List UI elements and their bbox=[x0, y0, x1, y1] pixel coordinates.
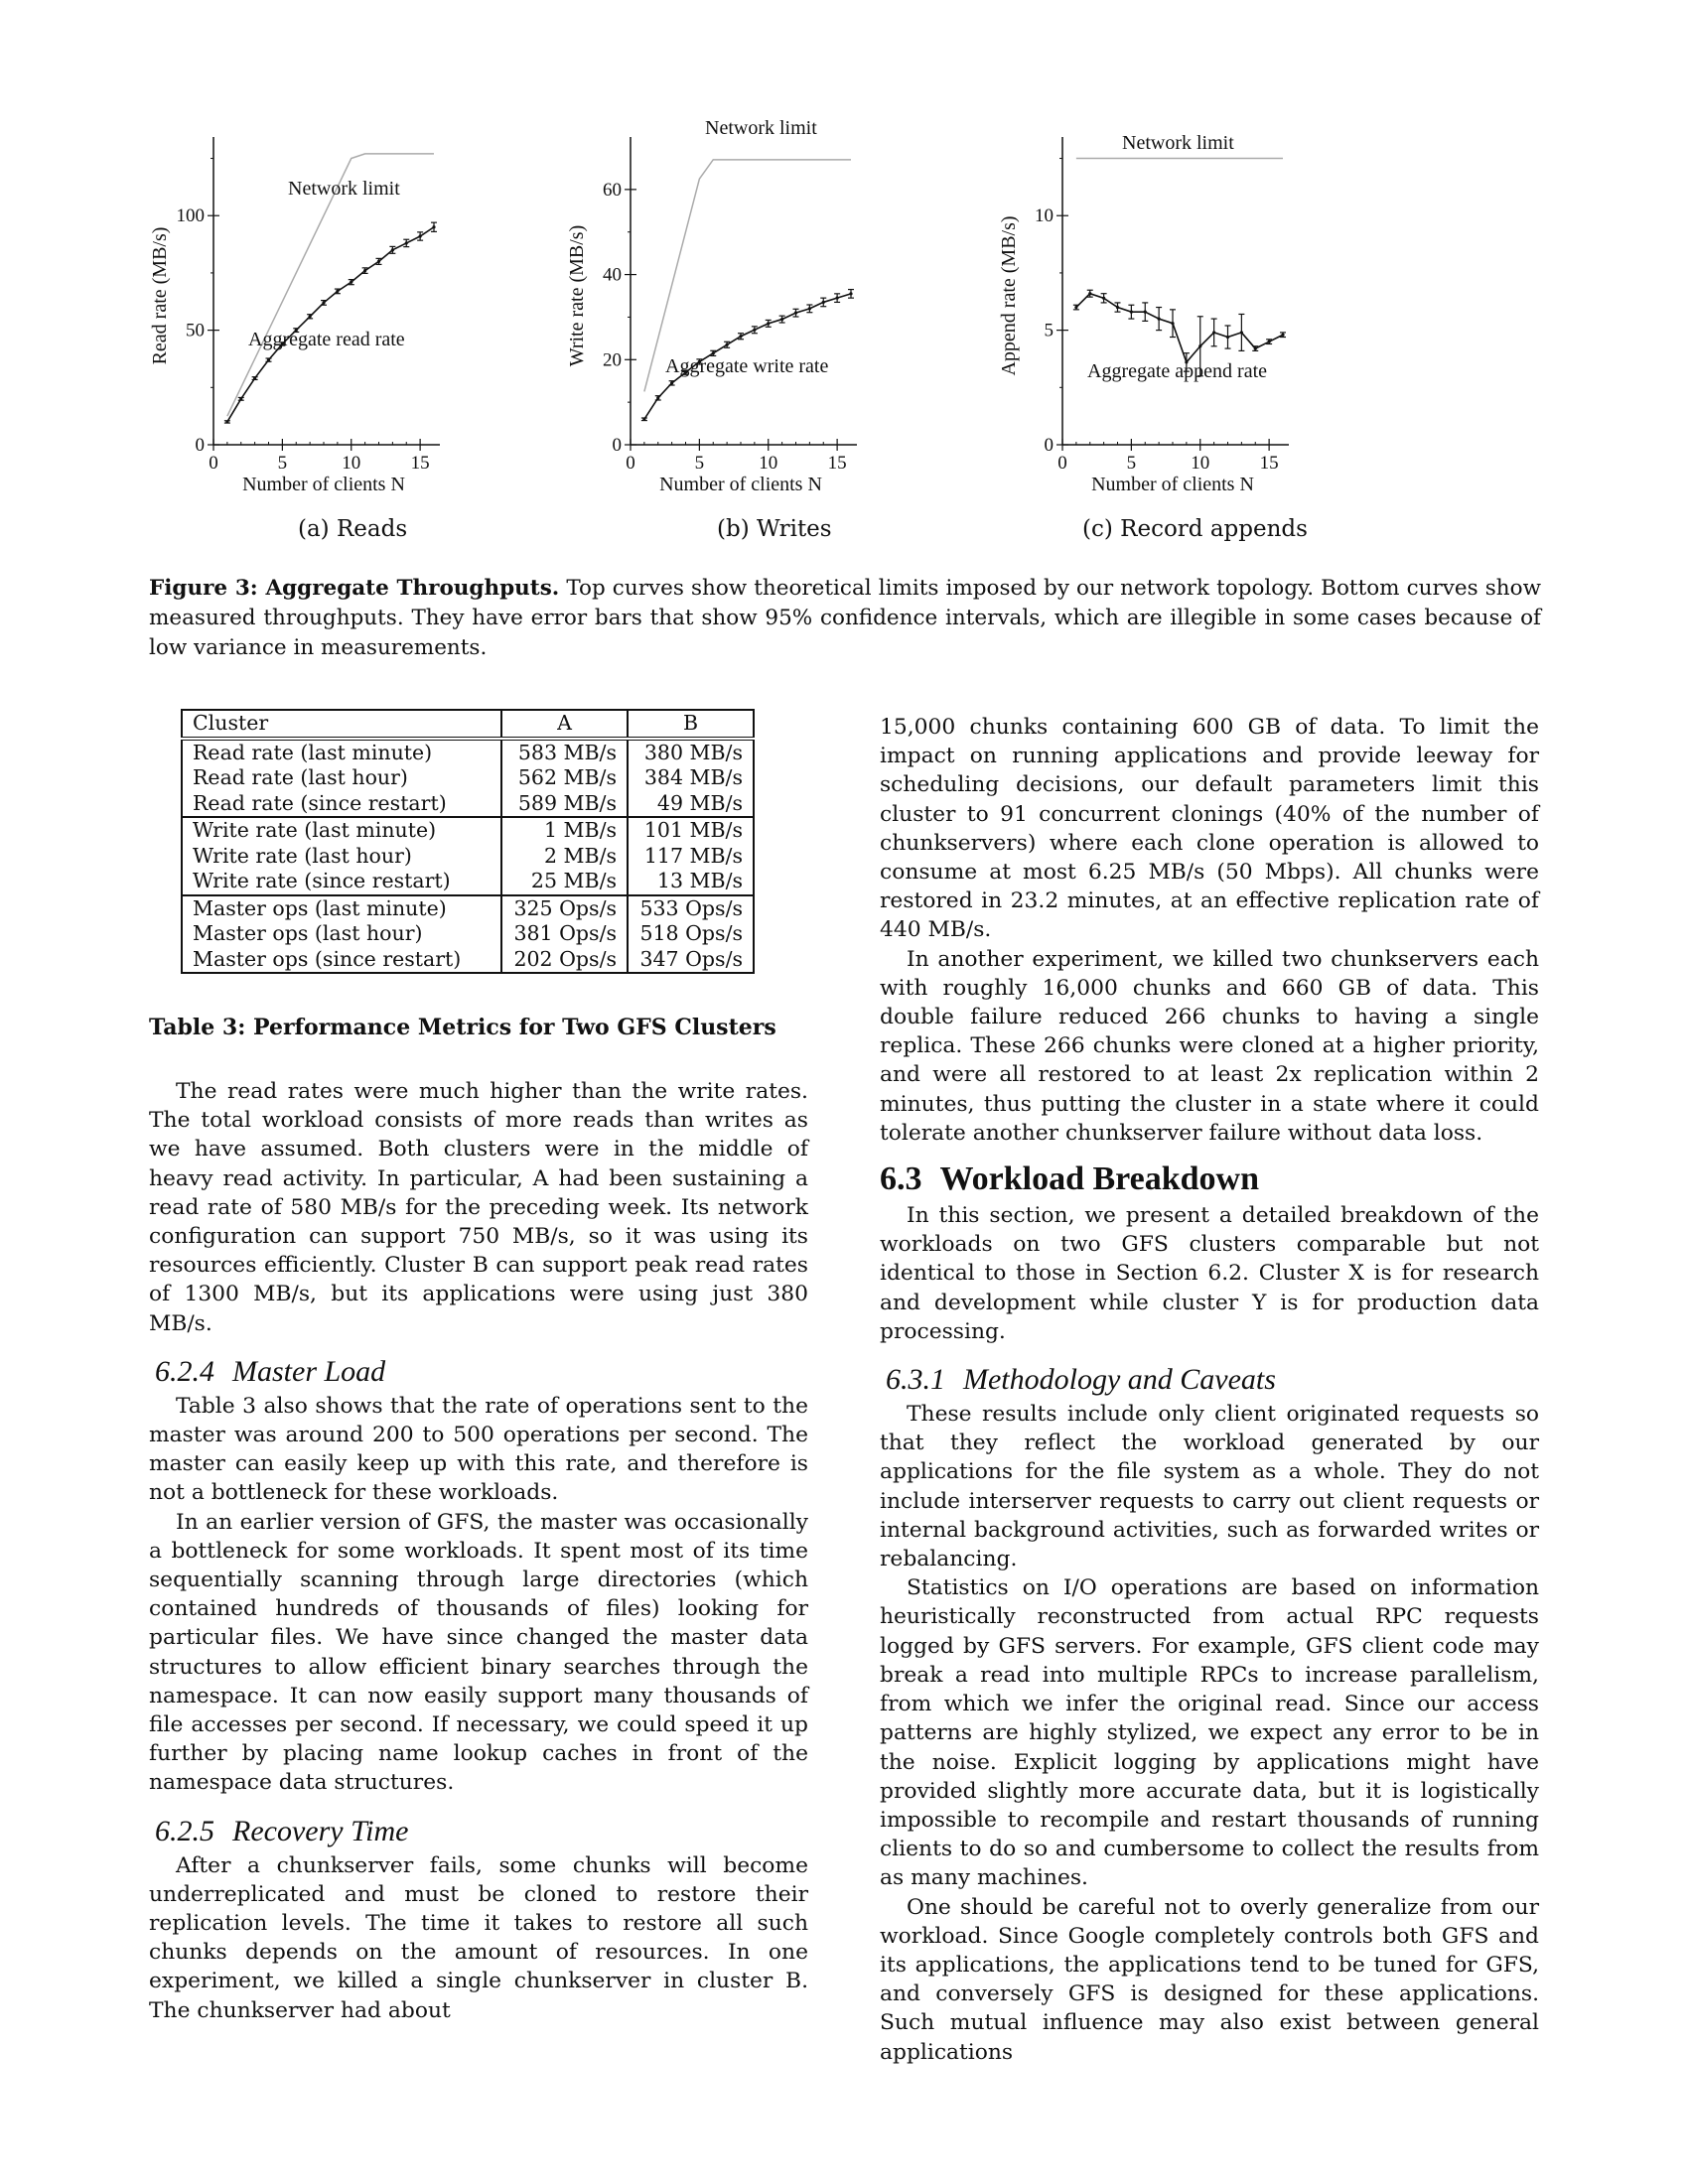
x-axis-label: Number of clients N bbox=[242, 474, 405, 495]
data-point bbox=[391, 248, 394, 251]
y-tick-label: 10 bbox=[1035, 205, 1054, 227]
data-point bbox=[712, 351, 715, 354]
y-tick-label: 0 bbox=[1044, 435, 1054, 456]
data-point bbox=[1144, 311, 1147, 314]
y-tick-label: 20 bbox=[603, 349, 622, 371]
x-tick-label: 0 bbox=[626, 453, 635, 474]
data-point bbox=[642, 418, 645, 421]
table-cell-cluster-a: 562 MB/s bbox=[501, 765, 628, 791]
table-cell-cluster-a: 1 MB/s bbox=[501, 817, 628, 844]
data-point bbox=[1198, 344, 1201, 347]
table-cell-cluster-b: 518 Ops/s bbox=[628, 921, 754, 947]
table-row bbox=[182, 791, 754, 818]
right-column bbox=[880, 713, 1539, 2067]
table-cell-cluster-a: 325 Ops/s bbox=[501, 895, 628, 922]
data-point bbox=[1088, 292, 1091, 295]
table-header-row bbox=[182, 710, 754, 739]
x-tick-label: 10 bbox=[342, 453, 361, 474]
paragraph: Statistics on I/O operations are based on information heuristically reconstructed from actual RPC requests logged by GFS servers. For example, GFS client code may break a read into multiple RPCs to increase parallelism, from which we infer the original read. Since our access patterns are highly stylized, we expect any error to be in the noise. Explicit logging by applications might have provided slightly more accurate data, but it is logistically impossible to recompile and restart thousands of running clients to do so and cumbersome to collect the results from as many machines. bbox=[880, 1575, 1539, 1891]
table-cell-metric: Read rate (since restart) bbox=[182, 791, 501, 818]
writes-chart bbox=[556, 117, 953, 506]
data-point bbox=[363, 269, 366, 272]
data-point bbox=[1240, 331, 1243, 334]
data-point bbox=[267, 358, 270, 361]
x-axis-label: Number of clients N bbox=[1091, 474, 1254, 495]
subcaption-writes: (b) Writes bbox=[717, 516, 832, 542]
x-axis-label: Number of clients N bbox=[659, 474, 822, 495]
y-axis-label: Read rate (MB/s) bbox=[149, 226, 171, 365]
subcaption-reads: (a) Reads bbox=[298, 516, 408, 542]
table-cell-cluster-a: 202 Ops/s bbox=[501, 947, 628, 974]
section-number: 6.2.4 bbox=[155, 1354, 214, 1388]
data-point bbox=[836, 297, 839, 300]
data-point bbox=[808, 307, 811, 310]
table-cell-cluster-a: 589 MB/s bbox=[501, 791, 628, 818]
header-b: B bbox=[628, 710, 754, 739]
y-tick-label: 0 bbox=[195, 435, 205, 456]
data-point bbox=[767, 322, 770, 325]
paragraph: One should be careful not to overly generalize from our workload. Since Google completely controls both GFS and its applications, the applications tend to be tuned for GFS, and conversely GFS is designed for these applications. Such mutual influence may also exist between general applications bbox=[880, 1894, 1539, 2065]
data-point bbox=[1254, 346, 1257, 349]
table-cell-metric: Read rate (last minute) bbox=[182, 739, 501, 766]
data-point bbox=[1074, 306, 1077, 309]
paragraph: The read rates were much higher than the write rates. The total workload consists of more reads than writes as we have assumed. Both clusters were in the middle of heavy read activity. In particular, A had been sustaining a read rate of 580 MB/s for the preceding week. Its network configuration can support 750 MB/s, so it was using its resources efficiently. Cluster B can support peak read rates of 1300 MB/s, but its applications were using just 380 MB/s. bbox=[149, 1079, 808, 1336]
x-tick-label: 10 bbox=[759, 453, 778, 474]
x-tick-label: 5 bbox=[694, 453, 705, 474]
x-tick-label: 5 bbox=[277, 453, 288, 474]
y-tick-label: 50 bbox=[186, 320, 205, 341]
data-point bbox=[739, 335, 742, 338]
network-limit-label: Network limit bbox=[1122, 132, 1234, 154]
appends-chart bbox=[983, 129, 1380, 506]
figure-caption-text: Top curves show theoretical limits imposed by our network topology. Bottom curves show measured throughputs. They have error bars that show 95% confidence intervals, which are illegible in some cases because of low variance in measurements. bbox=[149, 576, 1541, 660]
table-cell-cluster-b: 101 MB/s bbox=[628, 817, 754, 844]
table-cell-metric: Master ops (since restart) bbox=[182, 947, 501, 974]
figure-3 bbox=[0, 0, 1688, 675]
paragraph: In another experiment, we killed two chunkservers each with roughly 16,000 chunks and 660 GB of data. This double failure reduced 266 chunks to having a single replica. These 266 chunks were cloned at a higher priority, and were all restored to at least 2x replication within 2 minutes, thus putting the cluster in a state where it could tolerate another chunkserver failure without data loss. bbox=[880, 946, 1539, 1146]
y-tick-label: 0 bbox=[612, 435, 622, 456]
table-cell-cluster-a: 583 MB/s bbox=[501, 739, 628, 766]
data-point bbox=[239, 397, 242, 400]
section-heading-6-2-4 bbox=[149, 1352, 808, 1392]
network-limit-label: Network limit bbox=[705, 117, 817, 139]
table-cell-cluster-b: 49 MB/s bbox=[628, 791, 754, 818]
measured-series-line bbox=[1076, 294, 1283, 362]
subcaption-appends: (c) Record appends bbox=[1082, 516, 1308, 542]
measured-series-label: Aggregate append rate bbox=[1087, 360, 1268, 382]
header-a: A bbox=[501, 710, 628, 739]
table-row bbox=[182, 869, 754, 895]
section-heading-6-2-5 bbox=[149, 1812, 808, 1851]
y-axis-label: Write rate (MB/s) bbox=[566, 224, 588, 367]
x-tick-label: 15 bbox=[410, 453, 430, 474]
section-number: 6.3.1 bbox=[886, 1363, 945, 1397]
table-cell-metric: Write rate (last minute) bbox=[182, 817, 501, 844]
table-cell-metric: Write rate (since restart) bbox=[182, 869, 501, 895]
section-title: Methodology and Caveats bbox=[963, 1363, 1276, 1397]
table-row bbox=[182, 739, 754, 766]
table-cell-cluster-b: 13 MB/s bbox=[628, 869, 754, 895]
section-heading-6-3 bbox=[880, 1158, 1539, 1201]
data-point bbox=[656, 396, 659, 399]
data-point bbox=[322, 301, 325, 304]
paragraph: In this section, we present a detailed breakdown of the workloads on two GFS clusters comparable but not identical to those in Section 6.2. Cluster X is for research and development while cluster Y is for production data processing. bbox=[880, 1203, 1539, 1344]
table-caption: Table 3: Performance Metrics for Two GFS Clusters bbox=[149, 1015, 776, 1040]
section-number: 6.2.5 bbox=[155, 1814, 214, 1847]
paragraph: After a chunkserver fails, some chunks will become underreplicated and must be cloned to restore their replication levels. The time it takes to restore all such chunks depends on the amount of resources. In one experiment, we killed a single chunkserver in cluster B. The chunkserver had about bbox=[149, 1852, 808, 2023]
table-row bbox=[182, 921, 754, 947]
data-point bbox=[377, 260, 380, 263]
table-row bbox=[182, 844, 754, 870]
data-point bbox=[753, 329, 756, 332]
data-point bbox=[780, 318, 783, 321]
header-cluster: Cluster bbox=[182, 710, 501, 739]
table-cell-cluster-b: 347 Ops/s bbox=[628, 947, 754, 974]
data-point bbox=[849, 292, 852, 295]
data-point bbox=[1130, 311, 1133, 314]
data-point bbox=[1226, 336, 1229, 339]
performance-table bbox=[181, 709, 755, 974]
section-title: Master Load bbox=[232, 1354, 386, 1388]
section-title: Workload Breakdown bbox=[939, 1160, 1260, 1198]
table-cell-cluster-b: 380 MB/s bbox=[628, 739, 754, 766]
y-tick-label: 100 bbox=[176, 205, 205, 227]
data-point bbox=[405, 241, 408, 244]
table-cell-cluster-a: 25 MB/s bbox=[501, 869, 628, 895]
data-point bbox=[1116, 306, 1119, 309]
data-point bbox=[350, 281, 352, 284]
paragraph: Table 3 also shows that the rate of operations sent to the master was around 200 to 500 operations per second. The master can easily keep up with this rate, and therefore is not a bottleneck for these workloads. bbox=[149, 1393, 808, 1506]
table-cell-cluster-a: 2 MB/s bbox=[501, 844, 628, 870]
y-tick-label: 60 bbox=[603, 179, 622, 201]
data-point bbox=[432, 225, 435, 228]
x-tick-label: 5 bbox=[1126, 453, 1137, 474]
table-row bbox=[182, 765, 754, 791]
table-cell-metric: Master ops (last hour) bbox=[182, 921, 501, 947]
data-point bbox=[1212, 331, 1215, 334]
figure-caption bbox=[149, 574, 1541, 663]
figure-caption-label: Figure 3: Aggregate Throughputs. bbox=[149, 576, 560, 601]
data-point bbox=[1268, 341, 1271, 343]
data-point bbox=[726, 343, 729, 346]
data-point bbox=[419, 234, 422, 237]
data-point bbox=[253, 376, 256, 379]
table-row bbox=[182, 895, 754, 922]
data-point bbox=[1102, 297, 1105, 300]
data-point bbox=[794, 312, 797, 315]
x-tick-label: 15 bbox=[827, 453, 847, 474]
table-row bbox=[182, 947, 754, 974]
table-cell-cluster-b: 117 MB/s bbox=[628, 844, 754, 870]
section-number: 6.3 bbox=[880, 1160, 922, 1198]
data-point bbox=[225, 420, 228, 423]
table-cell-metric: Master ops (last minute) bbox=[182, 895, 501, 922]
left-column bbox=[149, 1077, 808, 2025]
y-axis-label: Append rate (MB/s) bbox=[998, 215, 1020, 376]
table-row bbox=[182, 817, 754, 844]
data-point bbox=[309, 315, 312, 318]
measured-series-label: Aggregate read rate bbox=[248, 329, 405, 350]
table-cell-metric: Write rate (last hour) bbox=[182, 844, 501, 870]
data-point bbox=[822, 301, 825, 304]
network-limit-label: Network limit bbox=[288, 178, 400, 200]
measured-series-label: Aggregate write rate bbox=[665, 355, 829, 377]
table-cell-cluster-b: 384 MB/s bbox=[628, 765, 754, 791]
x-tick-label: 10 bbox=[1191, 453, 1210, 474]
x-tick-label: 0 bbox=[209, 453, 218, 474]
table-cell-metric: Read rate (last hour) bbox=[182, 765, 501, 791]
y-tick-label: 40 bbox=[603, 264, 622, 286]
paragraph: In an earlier version of GFS, the master was occasionally a bottleneck for some workloads. It spent most of its time sequentially scanning through large directories (which contained hundreds of thousands of files) looking for particular files. We have since changed the master data structures to allow efficient binary searches through the namespace. It can now easily support many thousands of file accesses per second. If necessary, we could speed it up further by placing name lookup caches in front of the namespace data structures. bbox=[149, 1509, 808, 1796]
table-cell-cluster-a: 381 Ops/s bbox=[501, 921, 628, 947]
y-tick-label: 5 bbox=[1044, 320, 1054, 341]
data-point bbox=[1171, 322, 1174, 325]
x-tick-label: 0 bbox=[1057, 453, 1067, 474]
paragraph: These results include only client originated requests so that they reflect the workload generated by our applications for the file system as a whole. They do not include interserver requests to carry out client requests or internal background activities, such as forwarded writes or rebalancing. bbox=[880, 1402, 1539, 1572]
data-point bbox=[1158, 317, 1161, 320]
measured-series-line bbox=[227, 227, 434, 422]
data-point bbox=[1281, 334, 1284, 337]
reads-chart bbox=[139, 129, 536, 506]
section-heading-6-3-1 bbox=[880, 1360, 1539, 1400]
paragraph: 15,000 chunks containing 600 GB of data. To limit the impact on running applications and provide leeway for scheduling decisions, our default parameters limit this cluster to 91 concurrent clonings (40% of the number of chunkservers) where each clone operation is allowed to consume at most 6.25 MB/s (50 Mbps). All chunks were restored in 23.2 minutes, at an effective replication rate of 440 MB/s. bbox=[880, 715, 1539, 943]
data-point bbox=[336, 290, 339, 293]
data-point bbox=[670, 381, 673, 384]
section-title: Recovery Time bbox=[232, 1814, 409, 1847]
table-cell-cluster-b: 533 Ops/s bbox=[628, 895, 754, 922]
x-tick-label: 15 bbox=[1259, 453, 1279, 474]
